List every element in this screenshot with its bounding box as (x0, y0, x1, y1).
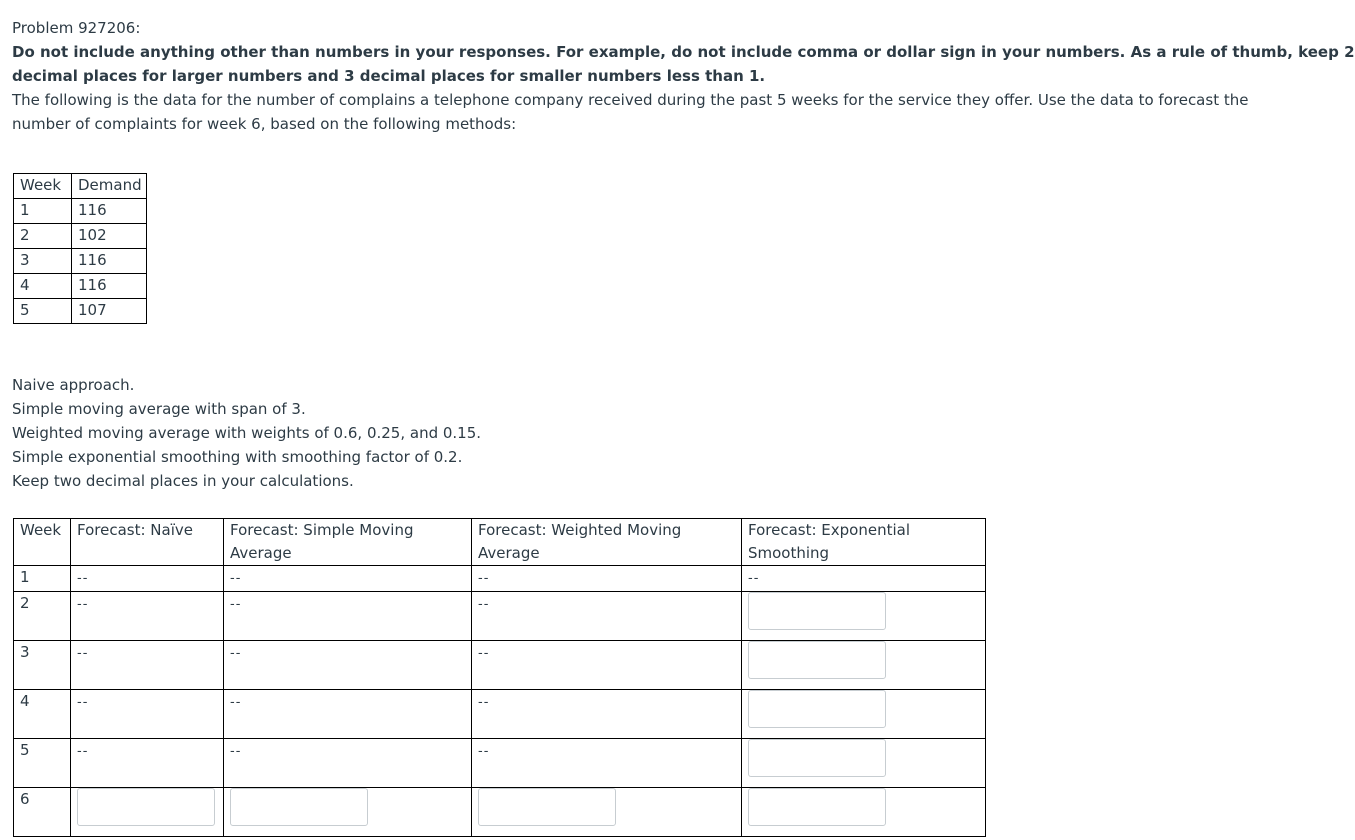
demand-cell: 116 (72, 249, 147, 274)
header-sma: Forecast: Simple Moving Average (224, 519, 472, 566)
method-weighted-moving-average: Weighted moving average with weights of 0.6, 0.25, and 0.15. (12, 424, 482, 442)
table-row (14, 641, 986, 690)
header-naive: Forecast: Naïve (71, 519, 224, 566)
table-row (14, 224, 147, 249)
wma-placeholder: -- (478, 744, 490, 759)
demand-cell: 116 (72, 274, 147, 299)
table-row (14, 249, 147, 274)
week-cell: 2 (14, 592, 71, 641)
sma-placeholder: -- (230, 695, 242, 710)
header-week: Week (14, 174, 72, 199)
week-cell: 6 (14, 788, 71, 837)
header-es: Forecast: Exponential Smoothing (742, 519, 986, 566)
demand-cell: 116 (72, 199, 147, 224)
week-cell: 2 (14, 224, 72, 249)
table-row (14, 199, 147, 224)
description-line-2: number of complaints for week 6, based on the following methods: (12, 115, 517, 133)
method-naive: Naive approach. (12, 376, 135, 394)
sma-week-6-input[interactable] (230, 788, 368, 826)
week-cell: 3 (14, 249, 72, 274)
sma-placeholder: -- (230, 571, 242, 586)
es-week-6-input[interactable] (748, 788, 886, 826)
header-week: Week (14, 519, 71, 566)
instruction-line-1: Do not include anything other than numbers in your responses. For example, do not include comma or dollar sign in your numbers. As a rule of thumb, keep 2 (12, 43, 1355, 61)
header-wma: Forecast: Weighted Moving Average (472, 519, 742, 566)
naive-placeholder: -- (77, 744, 89, 759)
forecast-table-header (14, 519, 986, 566)
table-row (14, 592, 986, 641)
problem-title: Problem 927206: (12, 19, 141, 37)
wma-placeholder: -- (478, 646, 490, 661)
sma-placeholder: -- (230, 646, 242, 661)
es-week-3-input[interactable] (748, 641, 886, 679)
wma-placeholder: -- (478, 597, 490, 612)
week-cell: 1 (14, 566, 71, 592)
week-cell: 3 (14, 641, 71, 690)
method-exponential-smoothing: Simple exponential smoothing with smoothing factor of 0.2. (12, 448, 463, 466)
table-row (14, 788, 986, 837)
header-demand: Demand (72, 174, 147, 199)
es-week-4-input[interactable] (748, 690, 886, 728)
naive-placeholder: -- (77, 571, 89, 586)
naive-placeholder: -- (77, 695, 89, 710)
week-cell: 5 (14, 299, 72, 324)
demand-cell: 107 (72, 299, 147, 324)
demand-cell: 102 (72, 224, 147, 249)
week-cell: 5 (14, 739, 71, 788)
sma-placeholder: -- (230, 597, 242, 612)
es-placeholder: -- (748, 571, 760, 586)
es-week-5-input[interactable] (748, 739, 886, 777)
naive-placeholder: -- (77, 597, 89, 612)
demand-table (13, 173, 147, 324)
wma-placeholder: -- (478, 571, 490, 586)
description-line-1: The following is the data for the number of complains a telephone company received during the past 5 weeks for the service they offer. Use the data to forecast the (12, 91, 1249, 109)
forecast-table (13, 518, 986, 837)
table-row (14, 274, 147, 299)
wma-placeholder: -- (478, 695, 490, 710)
naive-week-6-input[interactable] (77, 788, 215, 826)
table-row (14, 690, 986, 739)
table-row (14, 299, 147, 324)
sma-placeholder: -- (230, 744, 242, 759)
wma-week-6-input[interactable] (478, 788, 616, 826)
demand-table-header (14, 174, 147, 199)
week-cell: 1 (14, 199, 72, 224)
method-decimal-note: Keep two decimal places in your calculations. (12, 472, 354, 490)
week-cell: 4 (14, 274, 72, 299)
week-cell: 4 (14, 690, 71, 739)
instruction-line-2: decimal places for larger numbers and 3 decimal places for smaller numbers less than 1. (12, 67, 766, 85)
table-row (14, 566, 986, 592)
table-row (14, 739, 986, 788)
es-week-2-input[interactable] (748, 592, 886, 630)
method-simple-moving-average: Simple moving average with span of 3. (12, 400, 306, 418)
naive-placeholder: -- (77, 646, 89, 661)
